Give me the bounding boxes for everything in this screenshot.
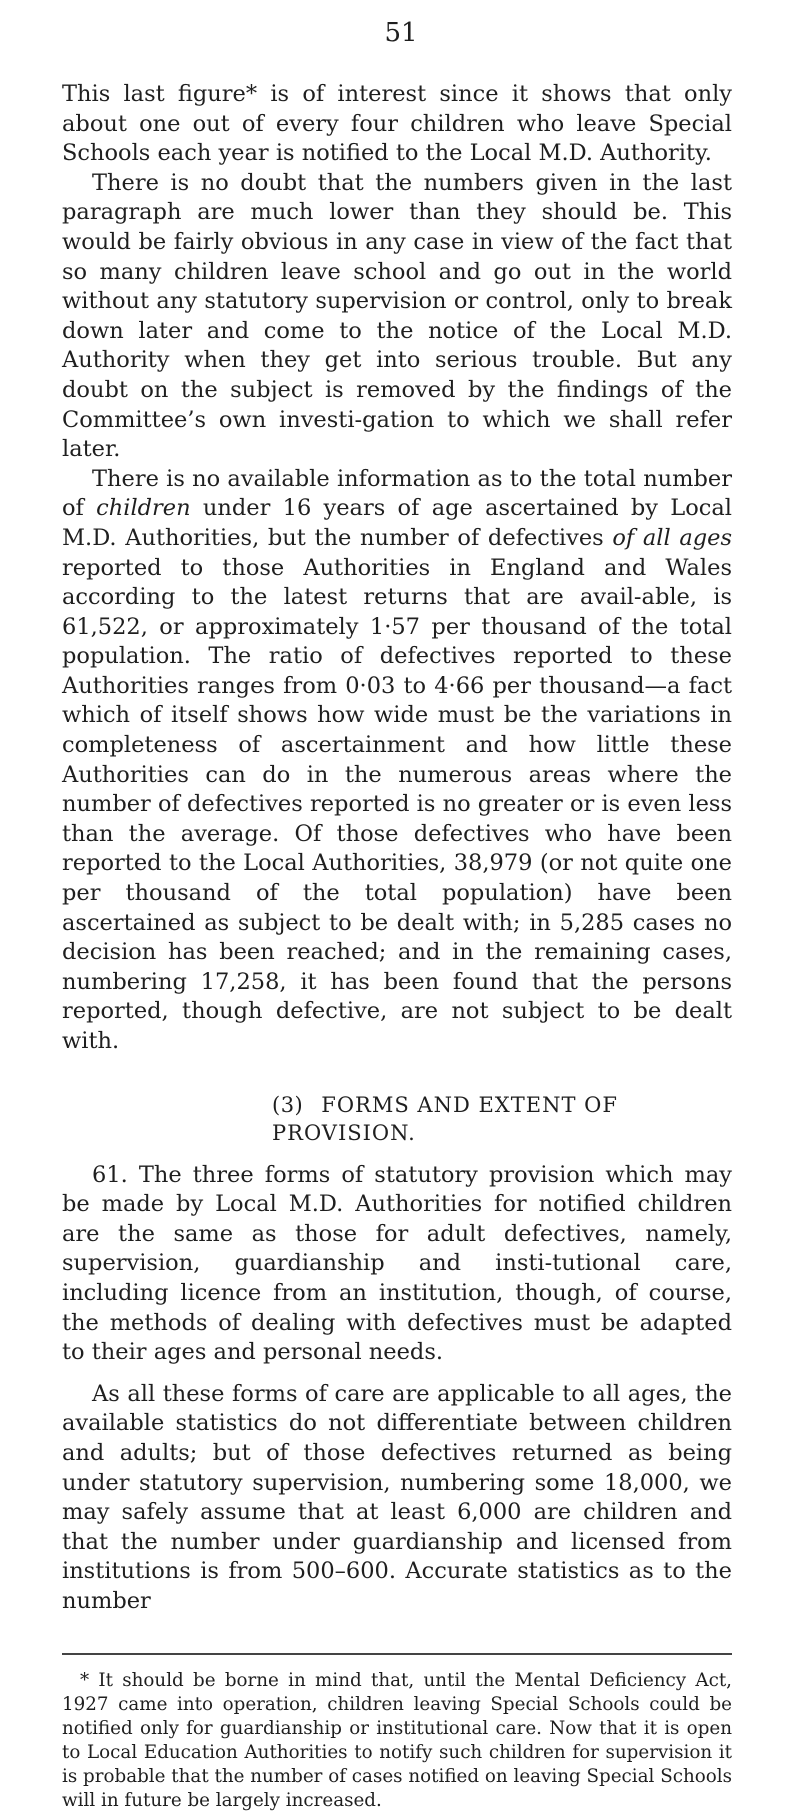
section-number: (3) — [272, 1092, 304, 1117]
document-page — [62, 18, 732, 1813]
page-number: 51 — [384, 18, 418, 48]
paragraph-last-figure: This last figure* is of interest since it shows that only about one out of every four children who leave Special Schools each year is notified to the Local M.D. Authority. — [62, 81, 732, 167]
paragraph-text: There is no available information as to the total number of — [62, 465, 732, 522]
paragraph-text: under 16 years of age ascertained by Local M.D. Authorities, but the number of defectives — [62, 495, 732, 551]
section-title: FORMS AND EXTENT OF PROVISION. — [272, 1092, 618, 1145]
emphasis-all-ages: of all ages — [612, 524, 732, 551]
paragraph-61-forms: 61. The three forms of statutory provision which may be made by Local M.D. Authorities for notified children are the same as those for adult defectives, namely, supervision, guardianship and insti-tutional care, including licence from an institution, though, of course, the methods of dealing with defectives must be adapted to their ages and personal needs. — [62, 1161, 732, 1366]
paragraph-numbers-lower: There is no doubt that the numbers given in the last paragraph are much lower than they should be. This would be fairly obvious in any case in view of the fact that so many children leave school and go out in the world without any statutory supervision or control, only to break down later and come to the notice of the Local M.D. Authority when they get into serious trouble. But any doubt on the subject is removed by the findings of the Committee’s own investi-gation to which we shall refer later. — [62, 169, 732, 463]
paragraph-text: reported to those Authorities in England and Wales according to the latest returns that are avail-able, is 61,522, or approximately 1·57 per thousand of the total population. The ratio of defectives reported to these Authorities ranges from 0·03 to 4·66 per thousand—a fact which of itself shows how wide must be the variations in completeness of ascertainment and how little these Authorities can do in the numerous areas where the number of defectives reported is no greater or is even less than the average. Of those defectives who have been reported to the Local Authorities, 38,979 (or not quite one per thousand of the total population) have been ascertained as subject to be dealt with; in 5,285 cases no decision has been reached; and in the remaining cases, numbering 17,258, it has been found that the persons reported, though defective, are not subject to be dealt with. — [62, 554, 732, 1054]
footnote-divider — [62, 1653, 732, 1655]
section-heading — [62, 1091, 732, 1147]
paragraph-gap — [62, 1368, 732, 1380]
footnote: * It should be borne in mind that, until the Mental Deficiency Act, 1927 came into operation, children leaving Special Schools could be notified only for guardianship or institutional care. Now that it is open to Local Education Authorities to notify such children for supervision it is probable that the number of cases notified on leaving Special Schools will in future be largely increased. — [62, 1669, 732, 1811]
paragraph-applicable-all-ages: As all these forms of care are applicable to all ages, the available statistics do not differentiate between children and adults; but of those defectives returned as being under statutory supervision, numbering some 18,000, we may safely assume that at least 6,000 are children and that the number under guardianship and licensed from institutions is from 500–600. Accurate statistics as to the number — [62, 1380, 732, 1614]
emphasis-children: children — [96, 495, 191, 522]
paragraph-available-information — [62, 465, 732, 1057]
